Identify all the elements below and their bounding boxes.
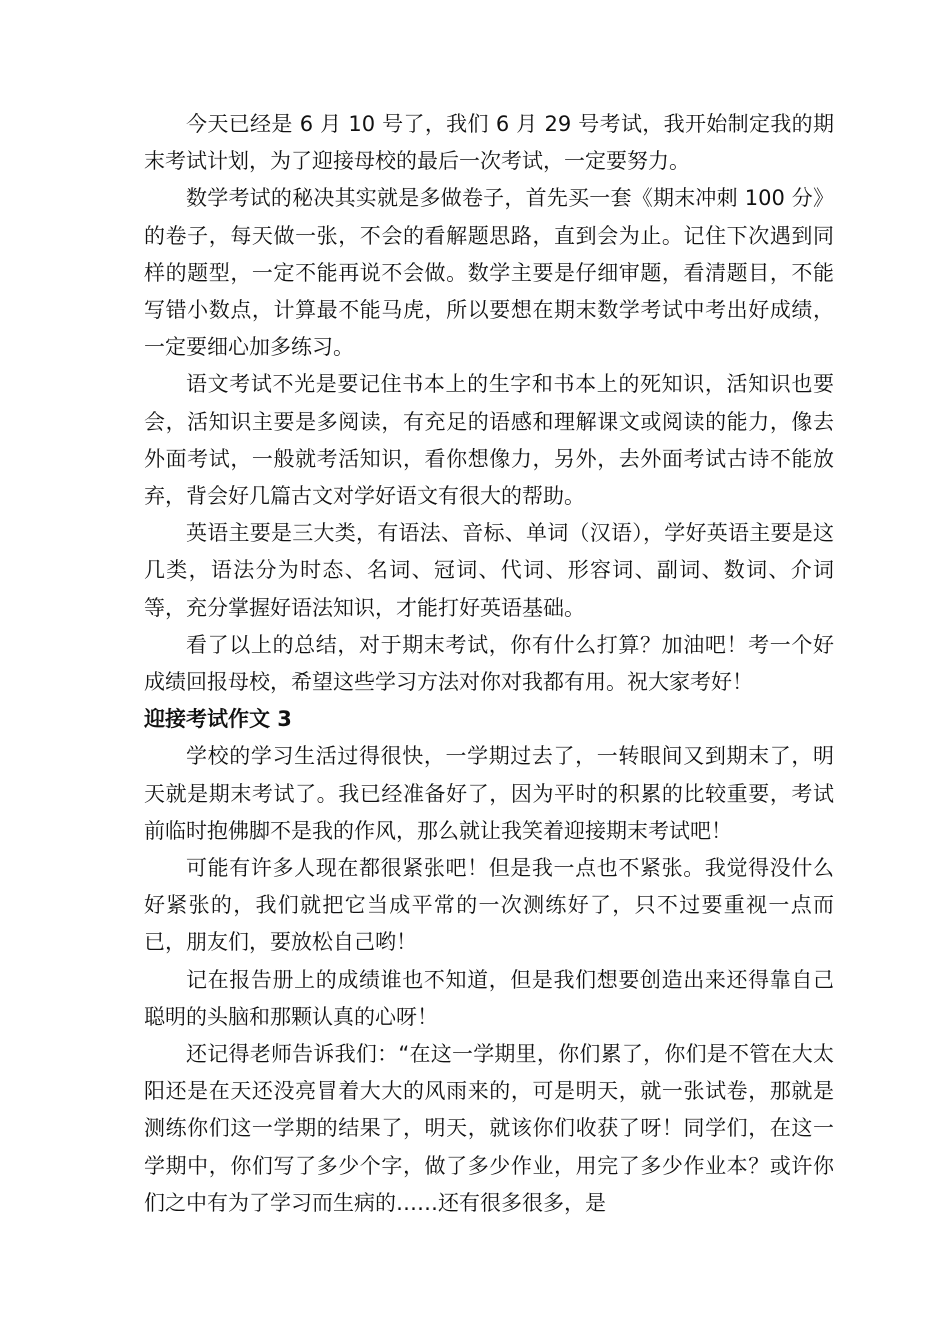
paragraph-semester: 学校的学习生活过得很快，一学期过去了，一转眼间又到期末了，明天就是期末考试了。我已经准备好了，因为平时的积累的比较重要，考试前临时抱佛脚不是我的作风，那么就让我笑着迎接期末考试吧！ [144,744,834,843]
paragraph-math: 数学考试的秘决其实就是多做卷子，首先买一套《期末冲刺 100 分》的卷子，每天做一张，不会的看解题思路，直到会为止。记住下次遇到同样的题型，一定不能再说不会做。数学主要是仔细审题，看清题目，不能写错小数点，计算最不能马虎，所以要想在期末数学考试中考出好成绩，一定要细心加多练习。 [144,186,834,360]
section-heading: 迎接考试作文 3 [144,707,292,732]
paragraph-exam-plan: 今天已经是 6 月 10 号了，我们 6 月 29 号考试，我开始制定我的期末考试计划，为了迎接母校的最后一次考试，一定要努力。 [144,112,834,174]
document-body [144,106,834,1222]
paragraph-report-card: 记在报告册上的成绩谁也不知道，但是我们想要创造出来还得靠自己聪明的头脑和那颗认真的心呀！ [144,967,834,1029]
paragraph-teacher-quote: 还记得老师告诉我们：“在这一学期里，你们累了，你们是不管在大太阳还是在天还没亮冒着大大的风雨来的，可是明天，就一张试卷，那就是测练你们这一学期的结果了，明天，就该你们收获了呀！同学们，在这一学期中，你们写了多少个字，做了多少作业，用完了多少作业本？或许你们之中有为了学习而生病的……还有很多很多，是 [144,1042,834,1215]
paragraph-not-nervous: 可能有许多人现在都很紧张吧！但是我一点也不紧张。我觉得没什么好紧张的，我们就把它当成平常的一次测练好了，只不过要重视一点而已，朋友们，要放松自己哟！ [144,856,834,955]
paragraph-chinese: 语文考试不光是要记住书本上的生字和书本上的死知识，活知识也要会，活知识主要是多阅读，有充足的语感和理解课文或阅读的能力，像去外面考试，一般就考活知识，看你想像力，另外，去外面考试古诗不能放弃，背会好几篇古文对学好语文有很大的帮助。 [144,372,834,509]
paragraph-summary: 看了以上的总结，对于期末考试，你有什么打算？加油吧！考一个好成绩回报母校，希望这些学习方法对你对我都有用。祝大家考好！ [144,632,834,695]
paragraph-english: 英语主要是三大类，有语法、音标、单词（汉语），学好英语主要是这几类，语法分为时态、名词、冠词、代词、形容词、副词、数词、介词等，充分掌握好语法知识，才能打好英语基础。 [144,521,834,620]
